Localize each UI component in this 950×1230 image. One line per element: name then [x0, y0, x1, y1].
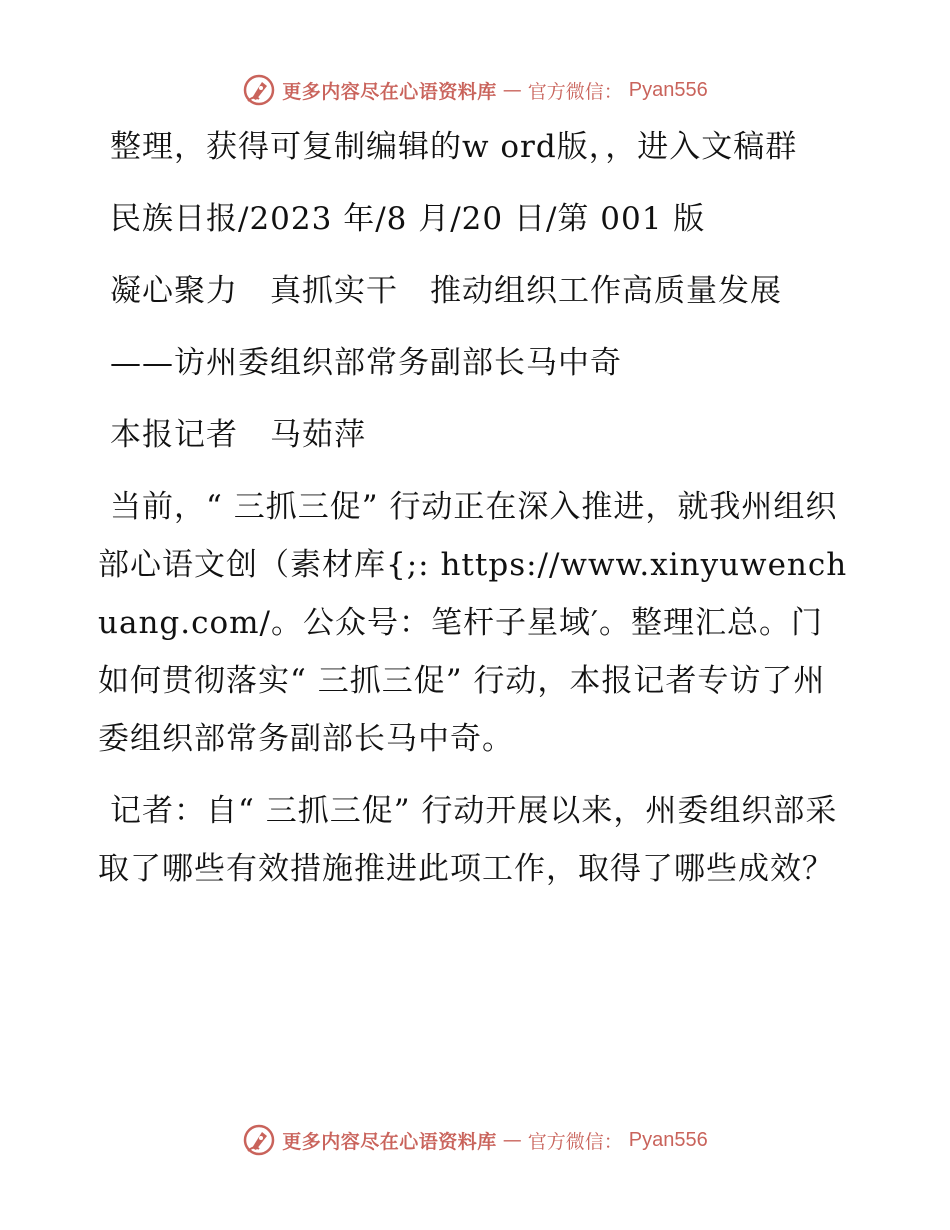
header-banner: [0, 70, 950, 110]
banner-text: 更多内容尽在心语资料库: [282, 1130, 497, 1153]
paragraph-question: 记者：自“ 三抓三促” 行动开展以来，州委组织部采取了哪些有效措施推进此项工作，取得了哪些成效？: [98, 793, 838, 887]
banner-wechat-id: Pyan556: [628, 78, 708, 101]
footer-banner: [0, 1120, 950, 1160]
document-body: [98, 118, 850, 912]
banner-wechat-label: 官方微信：: [527, 80, 623, 103]
banner-separator: —: [502, 79, 522, 101]
banner-wechat-label: 官方微信：: [527, 1130, 623, 1153]
paragraph-lead: 当前，“ 三抓三促” 行动正在深入推进，就我州组织部心语文创（素材库{;: https://www.xinyuwenchuang.com/。公众号：笔杆子星域′。整理汇总。门如何贯彻落实“ 三抓三促” 行动，本报记者专访了州委组织部常务副部长马中奇。: [98, 489, 848, 757]
article-title: 凝心聚力 真抓实干 推动组织工作高质量发展: [110, 273, 782, 309]
paragraph-source: 民族日报/2023 年/8 月/20 日/第 001 版: [110, 201, 706, 237]
banner-wechat-id: Pyan556: [628, 1128, 708, 1151]
article-byline: 本报记者 马茹萍: [110, 417, 366, 453]
article-subtitle: ——访州委组织部常务副部长马中奇: [110, 345, 622, 381]
banner-text: 更多内容尽在心语资料库: [282, 80, 497, 103]
pen-nib-logo-icon: [242, 1123, 276, 1157]
pen-nib-logo-icon: [242, 73, 276, 107]
paragraph-intro: 整理，获得可复制编辑的w ord版，，进入文稿群: [110, 129, 798, 165]
banner-separator: —: [502, 1129, 522, 1151]
